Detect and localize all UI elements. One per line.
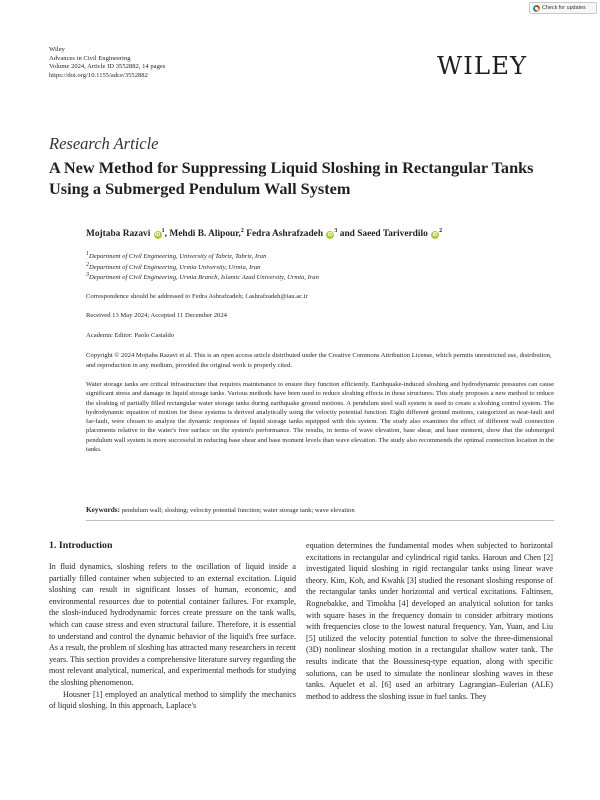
body-paragraph: equation determines the fundamental modes when subjected to horizontal excitations in rectangular and cylindrical rigid tanks. Haroun and Chen [2] investigated liquid sloshing in rigid rectangular tanks using linear wave theory. Kim, Koh, and Kwahk [3] studied the resonant sloshing response of the rectangular tanks under horizontal and vertical excitations. Faltinsen, Rognebakke, and Timokha [4] developed an analytical solution for tanks with square bases in the frequency domain to consider arbitrary motions with frequencies close to the lowest natural frequency. Yan, Yuan, and Liu [5] utilized the velocity potential function to solve the three-dimensional (3D) nonlinear sloshing motion in a rectangular shallow water tank. The results indicate that the Boussinesq-type equation, along with specific solutions, can be used to simulate the nonlinear sloshing waves in these tanks. Aquelet et al. [6] used an arbitrary Lagrangian–Eulerian (ALE) method to address the sloshing issue in fuel tanks. They bbox=[306, 541, 553, 701]
check-updates-label: Check for updates bbox=[542, 5, 586, 11]
orcid-icon[interactable]: iD bbox=[155, 232, 161, 238]
correspondence-note: Correspondence should be addressed to Fedra Ashrafzadeh; f.ashrafzadeh@iau.ac.ir bbox=[86, 293, 308, 300]
author-name: Mojtaba Razavi bbox=[86, 229, 151, 239]
keywords-label: Keywords: bbox=[86, 505, 121, 514]
section-divider bbox=[86, 520, 554, 521]
volume-line: Volume 2024, Article ID 3552882, 14 pages bbox=[49, 63, 166, 71]
author-affiliation-sup: 1 bbox=[161, 227, 165, 234]
affiliation-list bbox=[86, 252, 319, 284]
keywords bbox=[86, 505, 355, 514]
orcid-icon[interactable]: iD bbox=[432, 232, 438, 238]
author-name: and Saeed Tariverdilo bbox=[339, 229, 428, 239]
keywords-list: pendulum wall; sloshing; velocity potential function; water storage tank; wave elevation bbox=[121, 507, 355, 514]
doi-link[interactable]: https://doi.org/10.1155/adce/3552882 bbox=[49, 71, 148, 79]
body-column-right bbox=[306, 540, 553, 702]
check-for-updates-button[interactable] bbox=[529, 2, 597, 14]
journal-name: Advances in Civil Engineering bbox=[49, 54, 131, 62]
copyright-notice: Copyright © 2024 Mojtaba Razavi et al. This is an open access article distributed under the Creative Commons Attribution License, which permits unrestricted use, distribution, and reproduction in any medium, provided the original work is properly cited. bbox=[86, 352, 552, 369]
author-affiliation-sup: 2 bbox=[240, 227, 244, 234]
section-heading: 1. Introduction bbox=[49, 540, 113, 551]
affiliation-item: $^2$Department of Civil Engineering, Urmia University, Urmia, Iran bbox=[86, 261, 261, 271]
orcid-icon[interactable]: iD bbox=[327, 232, 333, 238]
article-title: A New Method for Suppressing Liquid Sloshing in Rectangular Tanks Using a Submerged Pendulum Wall System bbox=[49, 158, 534, 198]
wiley-logo: WILEY bbox=[437, 51, 528, 80]
abstract: Water storage tanks are critical infrastructure that requires maintenance to ensure they function efficiently. Earthquake-induced sloshing and hydrodynamic pressures can cause significant stress and damage in liquid storage tanks. Various methods have been used to reduce sloshing effects in these structures. This study proposes a new method to reduce the sloshing of partially filled rectangular water storage tanks during earthquake ground motions. A pendulum steel wall system is used to create a sloshing control system. The hydrodynamic equation of motion for these systems is derived analytically using the velocity potential function. Eight different ground motions, categorized as near-fault and far-fault, were chosen to analyze the dynamic responses of liquid storage tanks equipped with this system. The study also examines the effect of different wall connection placements relative to the water's free surface on the system's performance. The results, in terms of wave elevation, base shear, and base moment, show that the submerged pendulum wall system is more successful in reducing base shear and base moment levels than wave elevation. The study also recommends the optimal connection location in the tanks. bbox=[86, 381, 554, 454]
publisher-name: Wiley bbox=[49, 46, 65, 53]
body-paragraph: Housner [1] employed an analytical method to simplify the mechanics of liquid sloshing. In this approach, Laplace's bbox=[49, 689, 296, 711]
body-paragraph: In fluid dynamics, sloshing refers to the oscillation of liquid inside a partially filled container when subjected to an external excitation. Liquid sloshing can result in significant losses of human, economic, and environmental resources due to potential container failures. For example, the slosh-induced hydrodynamic forces create pressure on the tank walls, which can cause stress and even structural failure. Therefore, it is essential to understand and control the dynamic behavior of the liquid's free surface. As a result, the problem of sloshing has attracted many researchers in recent years. This section provides a comprehensive literature survey regarding the most relevant analytical, numerical, and experimental methods for studying the sloshing phenomenon. bbox=[49, 562, 296, 687]
author-affiliation-sup: 3 bbox=[334, 227, 338, 234]
affiliation-item: $^3$Department of Civil Engineering, Urmia Branch, Islamic Azad University, Urmia, Iran bbox=[86, 272, 319, 282]
journal-meta bbox=[49, 46, 165, 80]
academic-editor: Academic Editor: Paolo Castaldo bbox=[86, 332, 175, 339]
body-column-left bbox=[49, 540, 296, 712]
author-list: Mojtaba Razavi $iD^1$, Mehdi B. Alipour,$^2$ Fedra Ashrafzadeh $iD^3$ and Saeed Tariverdilo $iD^2$ bbox=[86, 227, 443, 239]
check-updates-icon bbox=[533, 5, 540, 12]
author-name: Fedra Ashrafzadeh bbox=[246, 229, 324, 239]
received-dates: Received 13 May 2024; Accepted 11 December 2024 bbox=[86, 312, 227, 319]
article-type-label: Research Article bbox=[49, 134, 159, 153]
author-affiliation-sup: 2 bbox=[439, 227, 443, 234]
affiliation-item: $^1$Department of Civil Engineering, University of Tabriz, Tabriz, Iran bbox=[86, 250, 267, 260]
author-name: Mehdi B. Alipour, bbox=[169, 229, 241, 239]
